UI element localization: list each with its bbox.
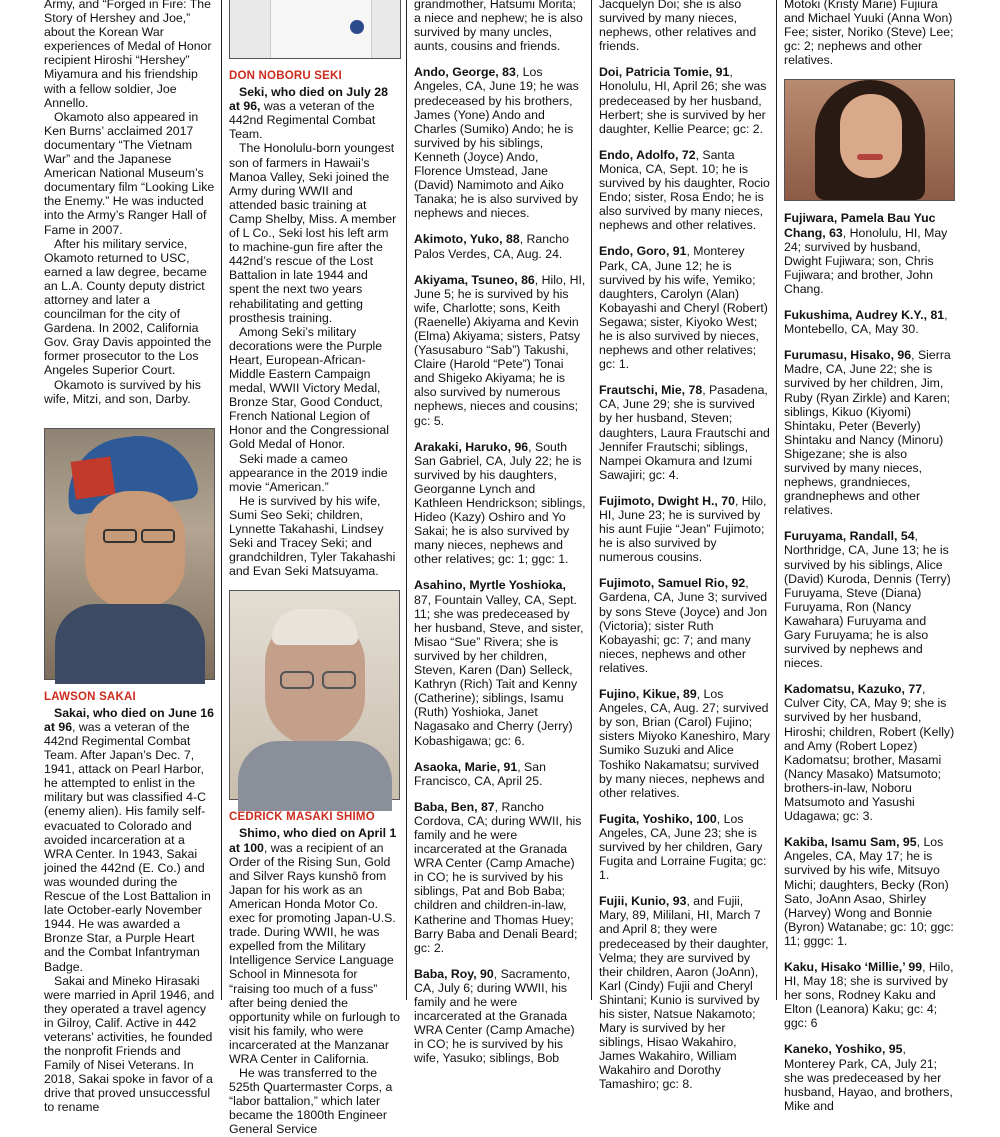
obituary-entry: Motoki (Kristy Marie) Fujiura and Michael Yuuki (Anna Won) Fee; sister, Noriko (Steve) Lee; gc: 2; nephews and other relatives. <box>784 0 954 68</box>
obituary-entry: Baba, Roy, 90, Sacramento, CA, July 6; during WWII, his family and he were incarcerated at the Granada WRA Center (Camp Amache) in CO; he is survived by his wife, Yasuko; siblings, Bob <box>414 966 575 1066</box>
seki-obituary <box>229 69 401 578</box>
okamoto-paragraph: Army, and “Forged in Fire: The Story of Hershey and Joe,” about the Korean War experiences of Medal of Honor recipient Hiroshi “Hershey” Miyamura and his friendship with a fellow soldier, Joe Annello. <box>44 0 212 110</box>
obituary-entry: grandmother, Hatsumi Morita; a niece and nephew; he is also survived by many uncles, aunts, cousins and friends. <box>414 0 583 54</box>
okamoto-paragraph: Okamoto is survived by his wife, Mitzi, and son, Darby. <box>44 377 201 406</box>
okamoto-paragraph: After his military service, Okamoto returned to USC, earned a law degree, became an L.A. County deputy district attorney and later a councilman for the city of Gardena. In 2002, California Gov. Gray Davis appointed the former prosecutor to the Los Angeles Superior Court. <box>44 236 212 378</box>
seki-paragraph: He is survived by his wife, Sumi Seo Seki; children, Lynnette Takahashi, Lindsey Seki and Tracey Seki; and grandchildren, Tyler Takahashi and Evan Seki Matsuyama. <box>229 493 396 579</box>
obituary-entry: Jacquelyn Doi; she is also survived by many nieces, nephews, other relatives and friends. <box>599 0 757 54</box>
section-heading: CEDRICK MASAKI SHIMO <box>229 811 375 824</box>
obituary-entry: Asaoka, Marie, 91, San Francisco, CA, April 25. <box>414 759 546 788</box>
obituary-entry: Furuyama, Randall, 54, Northridge, CA, June 13; he is survived by his siblings, Alice (David) Kuroda, Dennis (Terry) Furuyama, Steve (Diana) Furuyama, Ron (Nancy Kawahara) Furuyama and Gary Furuyama; he is also survived by nephews and nieces. <box>784 529 951 671</box>
obituary-entry: Fugita, Yoshiko, 100, Los Angeles, CA, June 23; she is survived by her children, Gary Fugita and Lorraine Fugita; gc: 1. <box>599 811 767 883</box>
column-divider <box>221 0 222 1000</box>
column-divider <box>591 0 592 1000</box>
column-divider <box>776 0 777 1000</box>
obituary-entry: Fujimoto, Dwight H., 70, Hilo, HI, June 23; he is survived by his aunt Fujie “Jean” Fujimoto; he is also survived by numerous cousins. <box>599 493 767 565</box>
obituary-entry: Fujii, Kunio, 93, and Fujii, Mary, 89, Mililani, HI, March 7 and April 8; they were predeceased by their daughter, Velma; they are survived by their children, Aaron (JoAnn), Karl (Cindy) Fujii and Cheryl Shintani; Kunio is survived by his sister, Natsue Nakamoto; Mary is survived by her siblings, Hisao Wakahiro, James Wakahiro, William Wakahiro and Dorothy Tamashiro; gc: 8. <box>599 894 769 1092</box>
sakai-paragraph: Sakai and Mineko Hirasaki were married in April 1946, and they operated a travel agency in Gilroy, Calif. Active in 442 veterans’ activities, he founded the nonprofit Friends and Family of Nisei Veterans. In 2018, Sakai spoke in favor of a drive that proved unsuccessful to rename <box>44 973 215 1115</box>
seki-paragraph: The Honolulu-born youngest son of farmers in Hawaii’s Manoa Valley, Seki joined the Army during WWII and attended basic training at Camp Shelby, Miss. A member of L Co., Seki lost his left arm to machine-gun fire after the 442nd’s rescue of the Lost Battalion in late 1944 and spent the next two years rehabilitating and getting prosthesis training. <box>229 141 397 325</box>
column-1 <box>44 0 215 1115</box>
column-4 <box>599 0 771 1092</box>
section-heading: LAWSON SAKAI <box>44 690 136 703</box>
obituary-entry: Fujimoto, Samuel Rio, 92, Gardena, CA, June 3; survived by sons Steve (Joyce) and Jon (Victoria); sister Ruth Kobayashi; gc: 7; and many nieces, nephews and other relatives. <box>599 576 768 675</box>
obituary-entry: Fujiwara, Pamela Bau Yuc Chang, 63, Honolulu, HI, May 24; survived by husband, Dwight Fujiwara; son, Chris Fujiwara; and brother, John Chang. <box>784 211 948 296</box>
lead-phrase: Sakai, who died on June 16 at 96 <box>44 705 214 734</box>
obituary-entry: Kaneko, Yoshiko, 95, Monterey Park, CA, July 21; she was predeceased by her husband, Hayao, and brothers, Mike and <box>784 1042 953 1113</box>
obituary-entry: Endo, Adolfo, 72, Santa Monica, CA, Sept. 10; he is survived by his daughter, Rocio Endo; sister, Rosa Endo; he is also survived by many nieces, nephews and other relatives. <box>599 147 770 233</box>
column-2 <box>229 0 401 1137</box>
obituary-entry: Kakiba, Isamu Sam, 95, Los Angeles, CA, May 17; he is survived by his wife, Mitsuyo Michi; daughters, Becky (Ron) Sato, JoAnn Asao, Shirley (Harvey) Wong and Bonnie (Byron) Watanabe; gc: 10; ggc: 11; gggc: 1. <box>784 835 954 948</box>
lead-phrase: Seki, who died on July 28 at 96, <box>229 85 388 114</box>
column-5 <box>784 0 956 1113</box>
obituary-entry: Asahino, Myrtle Yoshioka, 87, Fountain Valley, CA, Sept. 11; she was predeceased by her husband, Steve, and sister, Misao “Sue” Rivera; she is survived by her children, Steven, Karen (Dan) Selleck, Kathryn (Rich) Tait and Kenny (Catherine); siblings, Isamu (Ruth) Yoshioka, Janet Nagasako and Cherry (Jerry) Kobashigawa; gc: 6. <box>414 578 584 748</box>
shimo-obituary <box>229 810 401 1136</box>
okamoto-paragraph: Okamoto also appeared in Ken Burns’ acclaimed 2017 documentary “The Vietnam War” and the Japanese American National Museum’s documentary film “Looking Like the Enemy.” He was inducted into the Army’s Ranger Hall of Fame in 2007. <box>44 109 215 237</box>
column-divider <box>406 0 407 1000</box>
shimo-paragraph: He was transferred to the 525th Quartermaster Corps, a “labor battalion,” which later became the 1800th Engineer General Service <box>229 1066 393 1137</box>
lead-text: , was a recipient of an Order of the Rising Sun, Gold and Silver Rays kunshō from Japan for his work as an American Honda Motor Co. exec for promoting Japan-U.S. trade. During WWII, he was expelled from the Military Intelligence Service Language School in Minnesota for “raising too much of a fuss” after being denied the opportunity while on furlough to visit his family, who were incarcerated at the Manzanar WRA Center in California. <box>229 840 400 1066</box>
obituary-entry: Frautschi, Mie, 78, Pasadena, CA, June 29; she is survived by her husband, Steven; daughters, Laura Frautschi and Jennifer Frautschi; siblings, Nampei Okamura and Izumi Sawajiri; gc: 4. <box>599 383 770 482</box>
obituary-entry: Kaku, Hisako ‘Millie,’ 99, Hilo, HI, May 18; she is survived by her sons, Rodney Kaku and Elton (Leanora) Kaku; gc: 4; ggc: 6 <box>784 959 954 1031</box>
section-heading: DON NOBORU SEKI <box>229 70 342 82</box>
obituary-entry: Doi, Patricia Tomie, 91, Honolulu, HI, April 26; she was predeceased by her husband, Herbert; she is survived by her daughter, Kellie Pearce; gc: 2. <box>599 65 767 136</box>
seki-paragraph: Among Seki’s military decorations were the Purple Heart, European-African-Middle Eastern Campaign medal, WWII Victory Medal, Bronze Star, Good Conduct, French National Legion of Honor and the Congressional Gold Medal of Honor. <box>229 324 389 452</box>
obituary-entry: Endo, Goro, 91, Monterey Park, CA, June 12; he is survived by his wife, Yemiko; daughters, Carolyn (Alan) Kobayashi and Cheryl (Robert) Segawa; sister, Kiyoko West; he is also survived by nieces, nephews and other relatives; gc: 1. <box>599 244 768 372</box>
obituary-entry: Baba, Ben, 87, Rancho Cordova, CA; during WWII, his family and he were incarcerated at the Granada WRA Center (Camp Amache) in CO; he is survived by his siblings, Pat and Bob Baba; children and children-in-law, Katherine and Thomas Huey; Barry Baba and Denali Beard; gc: 2. <box>414 799 582 955</box>
obituary-entry: Fujino, Kikue, 89, Los Angeles, CA, Aug. 27; survived by son, Brian (Carol) Fujino; sisters Miyoko Kaneshiro, Mary Sumiko Suzuki and Alice Toshiko Nakamatsu; survived by many nieces, nephews and other relatives. <box>599 687 770 800</box>
sakai-obituary <box>44 690 215 1115</box>
seki-photo <box>229 0 401 59</box>
obituary-entry: Akimoto, Yuko, 88, Rancho Palos Verdes, CA, Aug. 24. <box>414 232 569 261</box>
obituary-entry: Akiyama, Tsuneo, 86, Hilo, HI, June 5; he is survived by his wife, Charlotte; sons, Keith (Raenelle) Akiyama and Kevin (Elma) Akiyama; sisters, Patsy (Yasusaburo “Sab”) Takushi, Claire (Harold “Pete”) Tonai and Shigeko Akiyama; he is also survived by numerous nephews, nieces and cousins; gc: 5. <box>414 272 586 428</box>
obituary-entry: Ando, George, 83, Los Angeles, CA, June 19; he was predeceased by his brothers, James (Yone) Ando and Charles (Sumiko) Ando; he is survived by his siblings, Kenneth (Joyce) Ando, Florence Umstead, Jane (David) Namimoto and Aiko Tanaka; he is also survived by nephews and nieces. <box>414 65 579 221</box>
obituary-entry: Arakaki, Haruko, 96, South San Gabriel, CA, July 22; he is survived by his daughters, Georganne Lynch and Kathleen Hendrickson; siblings, Hideo (Kazy) Oshiro and Yo Sakai; he is also survived by many nieces, nephews and other relatives; gc: 1; ggc: 1. <box>414 439 586 567</box>
okamoto-photo <box>44 428 215 680</box>
obituary-entry: Furumasu, Hisako, 96, Sierra Madre, CA, June 22; she is survived by her children, Jim, Ruby (Ryan Zirkle) and Karen; siblings, Kikuo (Kiyomi) Shintaku, Peter (Beverly) Shintaku and Nancy (Minoru) Shigezane; she is also survived by many nieces, nephews, grandnieces, grandnephews and other relatives. <box>784 348 951 518</box>
column-3 <box>414 0 586 1066</box>
shimo-photo <box>229 590 400 800</box>
obituary-entry: Kadomatsu, Kazuko, 77, Culver City, CA, May 9; she is survived by her husband, Hiroshi; children, Robert (Kelly) and Amy (Robert Lopez) Kadomatsu; brother, Masami (Nancy Masako) Matsumoto; brothers-in-law, Noboru Matsumoto and Yasushi Udagawa; gc: 3. <box>784 682 955 824</box>
obituary-entry: Fukushima, Audrey K.Y., 81, Montebello, CA, May 30. <box>784 308 948 337</box>
seki-paragraph: Seki made a cameo appearance in the 2019 indie movie “American.” <box>229 451 388 494</box>
okamoto-continuation <box>44 0 215 406</box>
lead-phrase: Shimo, who died on April 1 at 100 <box>229 826 397 855</box>
lead-text: , was a veteran of the 442nd Regimental Combat Team. After Japan’s Dec. 7, 1941, attack on Pearl Harbor, he attempted to enlist in the military but was classified 4-C (enemy alien). His family self-evacuated to Colorado and avoided incarceration at a WRA Center. In 1943, Sakai joined the 442nd (E. Co.) and was wounded during the Rescue of the Lost Battalion in late October-early November 1944. He was awarded a Bronze Star, a Purple Heart and the Combat Infantryman Badge. <box>44 719 211 974</box>
fujiwara-photo <box>784 79 955 201</box>
lead-text: was a veteran of the 442nd Regimental Combat Team. <box>229 99 376 142</box>
